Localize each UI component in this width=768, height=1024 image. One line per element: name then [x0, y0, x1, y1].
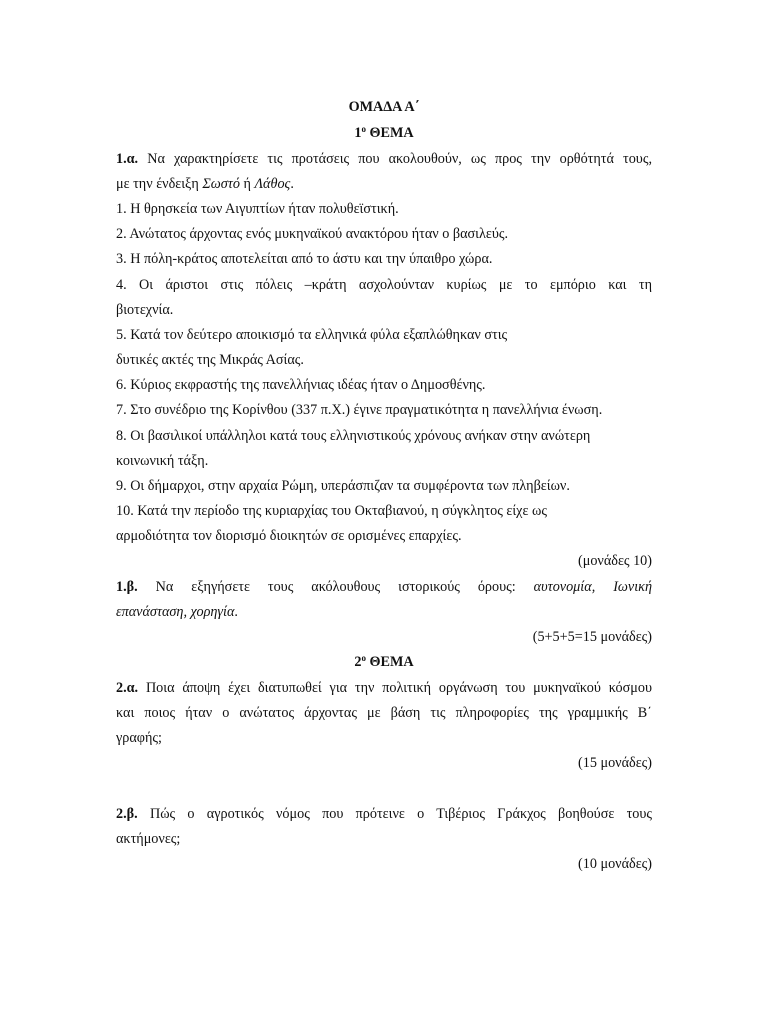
- theme1-heading: $1^o$ ΘΕΜΑ: [354, 124, 414, 141]
- q2b-line2: ακτήμονες;: [116, 831, 181, 847]
- statement-5-cont: δυτικές ακτές της Μικράς Ασίας.: [116, 352, 304, 368]
- statement-3: 3. Η πόλη-κράτος αποτελείται από το άστυ και την ύπαιθρο χώρα.: [116, 251, 493, 267]
- group-heading: ΟΜΑΔΑ Α΄: [348, 99, 420, 115]
- q2b-line1: 2.β. Πώς ο αγροτικός νόμος που πρότεινε ο Τιβέριος Γράκχος βοηθούσε τους: [116, 806, 653, 822]
- statement-5: 5. Κατά τον δεύτερο αποικισμό τα ελληνικά φύλα εξαπλώθηκαν στις: [116, 327, 508, 343]
- theme2-heading: $2^o$ ΘΕΜΑ: [354, 653, 414, 670]
- statement-8: 8. Οι βασιλικοί υπάλληλοι κατά τους ελληνιστικούς χρόνους ανήκαν στην ανώτερη: [116, 428, 591, 444]
- q1b-line1: 1.β. Να εξηγήσετε τους ακόλουθους ιστορικούς όρους: αυτονομία, Ιωνική: [116, 579, 653, 595]
- q2a-label: 2.α.: [116, 680, 139, 696]
- q2a-line2: και ποιος ήταν ο ανώτατος άρχοντας με βάση τις πληροφορίες της γραμμικής Β΄: [116, 705, 652, 721]
- statement-9: 9. Οι δήμαρχοι, στην αρχαία Ρώμη, υπεράσπιζαν τα συμφέροντα των πληβείων.: [116, 478, 570, 494]
- q2b-label: 2.β.: [116, 806, 138, 822]
- statement-6: 6. Κύριος εκφραστής της πανελλήνιας ιδέας ήταν ο Δημοσθένης.: [116, 377, 486, 393]
- q2b-points: (10 μονάδες): [578, 856, 652, 872]
- q1b-points: (5+5+5=15 μονάδες): [532, 629, 652, 645]
- statement-1: 1. Η θρησκεία των Αιγυπτίων ήταν πολυθεϊστική.: [116, 201, 399, 217]
- statement-4-cont: βιοτεχνία.: [116, 302, 174, 318]
- q1a-intro-line2: με την ένδειξη Σωστό ή Λάθος.: [116, 176, 294, 192]
- q1a-points: (μονάδες 10): [578, 553, 652, 569]
- q2a-line1: 2.α. Ποια άποψη έχει διατυπωθεί για την πολιτική οργάνωση του μυκηναϊκού κόσμου: [116, 680, 653, 696]
- q2a-line3: γραφής;: [116, 730, 162, 746]
- statement-4: 4. Οι άριστοι στις πόλεις –κράτη ασχολούνταν κυρίως με το εμπόριο και τη: [116, 277, 652, 293]
- statement-2: 2. Ανώτατος άρχοντας ενός μυκηναϊκού ανακτόρου ήταν ο βασιλεύς.: [116, 226, 509, 242]
- q2a-points: (15 μονάδες): [578, 755, 652, 771]
- q1a-label: 1.α.: [116, 151, 139, 167]
- q1b-line2: επανάσταση, χορηγία.: [116, 604, 238, 620]
- statement-10: 10. Κατά την περίοδο της κυριαρχίας του Οκταβιανού, η σύγκλητος είχε ως: [116, 503, 547, 519]
- q1a-intro-line1: 1.α. Να χαρακτηρίσετε τις προτάσεις που ακολουθούν, ως προς την ορθότητά τους,: [116, 151, 652, 167]
- statement-8-cont: κοινωνική τάξη.: [116, 453, 209, 469]
- q1b-label: 1.β.: [116, 579, 138, 595]
- statement-10-cont: αρμοδιότητα τον διορισμό διοικητών σε ορισμένες επαρχίες.: [116, 528, 462, 544]
- statement-7: 7. Στο συνέδριο της Κορίνθου (337 π.Χ.) έγινε πραγματικότητα η πανελλήνια ένωση.: [116, 402, 603, 418]
